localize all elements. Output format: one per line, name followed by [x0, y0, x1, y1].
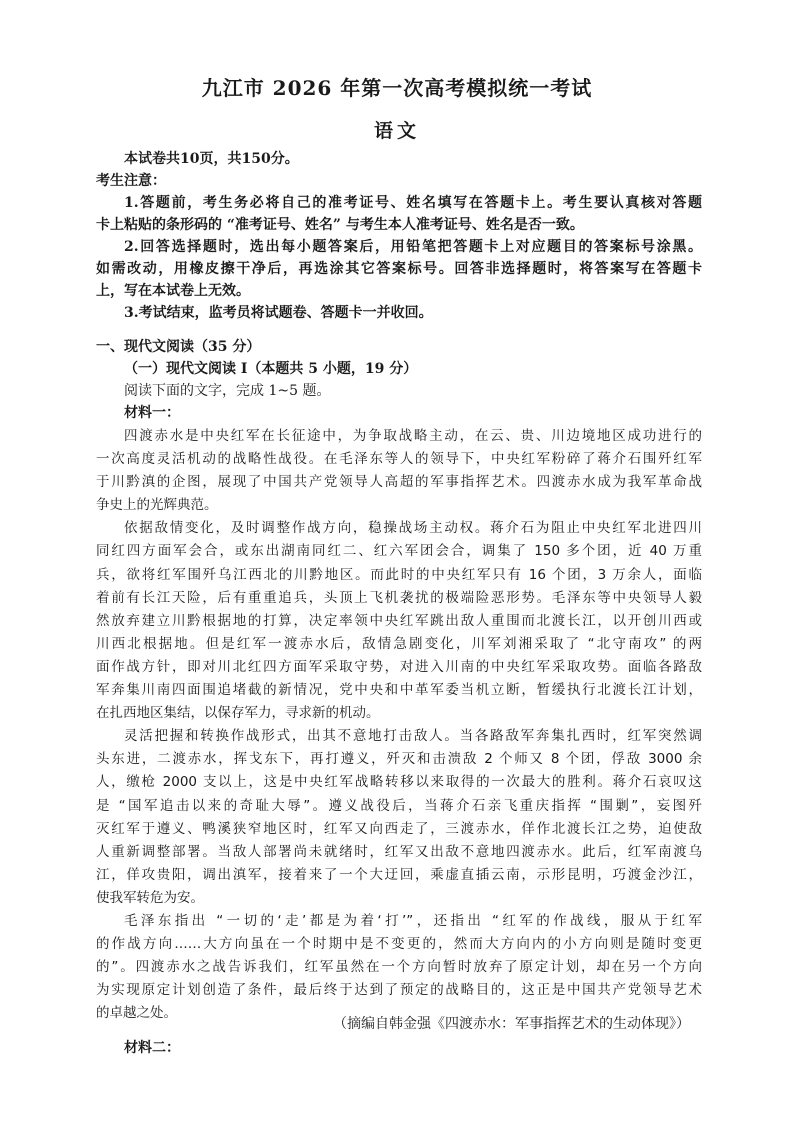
p2-line: 依据敌情变化，及时调整作战方向，稳操战场主动权。蒋介石为阻止中央红军北进四川 — [124, 520, 702, 537]
p2-line: 川西北根据地。但是红军一渡赤水后，敌情急剧变化，川军刘湘采取了 “北守南攻” 的两 — [96, 635, 702, 652]
p4-line: 的卓越之处。 — [96, 1005, 177, 1022]
p1-line: 于川黔滇的企图，展现了中国共产党领导人高超的军事指挥艺术。四渡赤水成为我军革命战 — [96, 474, 702, 491]
passage-source-citation: （摘编自韩金强《四渡赤水：军事指挥艺术的生动体现》） — [333, 1016, 690, 1032]
p2-line: 然放弃建立川黔根据地的打算，决定率领中央红军跳出敌人重围而北渡长江，以开创川西或 — [96, 612, 702, 629]
total-pages-score: 本试卷共10页，共150分。 — [124, 151, 299, 167]
note-3: 3.考试结束，监考员将试题卷、答题卡一并收回。 — [124, 305, 433, 321]
note-2-line-2: 如需改动，用橡皮擦干净后，再选涂其它答案标号。回答非选择题时，将答案写在答题卡 — [96, 261, 702, 277]
p3-line: 人重新调整部署。当敌人部署尚未就绪时，红军又出敌不意地四渡赤水。此后，红军南渡乌 — [96, 843, 702, 860]
p2-line: 面作战方针，即对川北红四方面军采取守势，对进入川南的中央红军采取攻势。面临各路敌 — [96, 658, 702, 675]
material-2-label: 材料二： — [124, 1040, 180, 1056]
p2-line: 军奔集川南四面围追堵截的新情况，党中央和中革军委当机立断，暂缓执行北渡长江计划， — [96, 682, 702, 699]
material-1-label: 材料一： — [124, 405, 180, 421]
p3-line: 是 “国军追击以来的奇耻大辱”。遵义战役后，当蒋介石亲飞重庆指挥 “围剿”，妄图歼 — [96, 797, 702, 814]
p4-line: 为实现原定计划创造了条件，最后终于达到了预定的战略目的，这正是中国共产党领导艺术 — [96, 982, 702, 999]
p3-line: 头东进，二渡赤水，挥戈东下，再打遵义，歼灭和击溃敌 2 个师又 8 个团，俘敌 3000 余 — [96, 751, 702, 768]
notes-title: 考生注意： — [96, 173, 166, 189]
p3-line: 江，佯攻贵阳，调出滇军，接着来了一个大迂回，乘虚直插云南，示形昆明，巧渡金沙江， — [96, 866, 702, 883]
p1-line: 四渡赤水是中央红军在长征途中，为争取战略主动，在云、贵、川边境地区成功进行的 — [124, 428, 702, 444]
note-1-line-2: 卡上粘贴的条形码的 “准考证号、姓名” 与考生本人准考证号、姓名是否一致。 — [96, 217, 584, 233]
p2-line: 在扎西地区集结，以保存军力，寻求新的机动。 — [96, 705, 380, 722]
exam-title: 九江市 2026 年第一次高考模拟统一考试 — [201, 76, 593, 100]
reading-section-header — [96, 336, 702, 424]
p2-line: 兵，欲将红军围歼乌江西北的川黔地区。而此时的中央红军只有 16 个团，3 万余人，面临 — [96, 566, 702, 583]
p1-line: 争史上的光辉典范。 — [96, 497, 218, 514]
p1-line: 一次高度灵活机动的战略性战役。在毛泽东等人的领导下，中央红军粉碎了蒋介石围歼红军 — [96, 451, 702, 468]
p4-line: 的作战方向……大方向虽在一个时期中是不变更的，然而大方向内的小方向则是随时变更 — [96, 936, 702, 953]
note-2-line-1: 2.回答选择题时，选出每小题答案后，用铅笔把答题卡上对应题目的答案标号涂黑。 — [124, 239, 702, 255]
p3-line: 使我军转危为安。 — [96, 889, 204, 906]
p3-line: 灵活把握和转换作战形式，出其不意地打击敌人。当各路敌军奔集扎西时，红军突然调 — [124, 728, 702, 745]
p4-line: 毛泽东指出 “一切的‘走’都是为着‘打’”，还指出 “红军的作战线，服从于红军 — [124, 912, 702, 929]
p2-line: 同红四方面军会合，或东出湖南同红二、红六军团会合，调集了 150 多个团，近 40 万重 — [96, 543, 702, 560]
sub-section-heading: （一）现代文阅读 I（本题共 5 小题，19 分） — [124, 361, 418, 377]
section-heading: 一、现代文阅读（35 分） — [96, 339, 261, 355]
material-1-passage — [96, 425, 702, 1025]
p2-line: 着前有长江天险，后有重重追兵，头顶上飞机袭扰的极端险恶形势。毛泽东等中央领导人毅 — [96, 589, 702, 606]
p4-line: 的”。四渡赤水之战告诉我们，红军虽然在一个方向暂时放弃了原定计划，却在另一个方向 — [96, 959, 702, 976]
reading-instruction: 阅读下面的文字，完成 1~5 题。 — [124, 383, 331, 399]
note-2-line-3: 上，写在本试卷上无效。 — [96, 283, 250, 299]
material-2-header — [96, 1037, 702, 1059]
note-1-line-1: 1.答题前，考生务必将自己的准考证号、姓名填写在答题卡上。考生要认真核对答题 — [124, 195, 702, 211]
p3-line: 人，缴枪 2000 支以上，这是中央红军战略转移以来取得的一次最大的胜利。蒋介石哀叹这 — [96, 774, 702, 791]
p3-line: 灭红军于遵义、鸭溪狭窄地区时，红军又向西走了，三渡赤水，佯作北渡长江之势，迫使敌 — [96, 820, 702, 837]
exam-instructions — [96, 148, 702, 324]
subject-title: 语文 — [373, 120, 420, 142]
